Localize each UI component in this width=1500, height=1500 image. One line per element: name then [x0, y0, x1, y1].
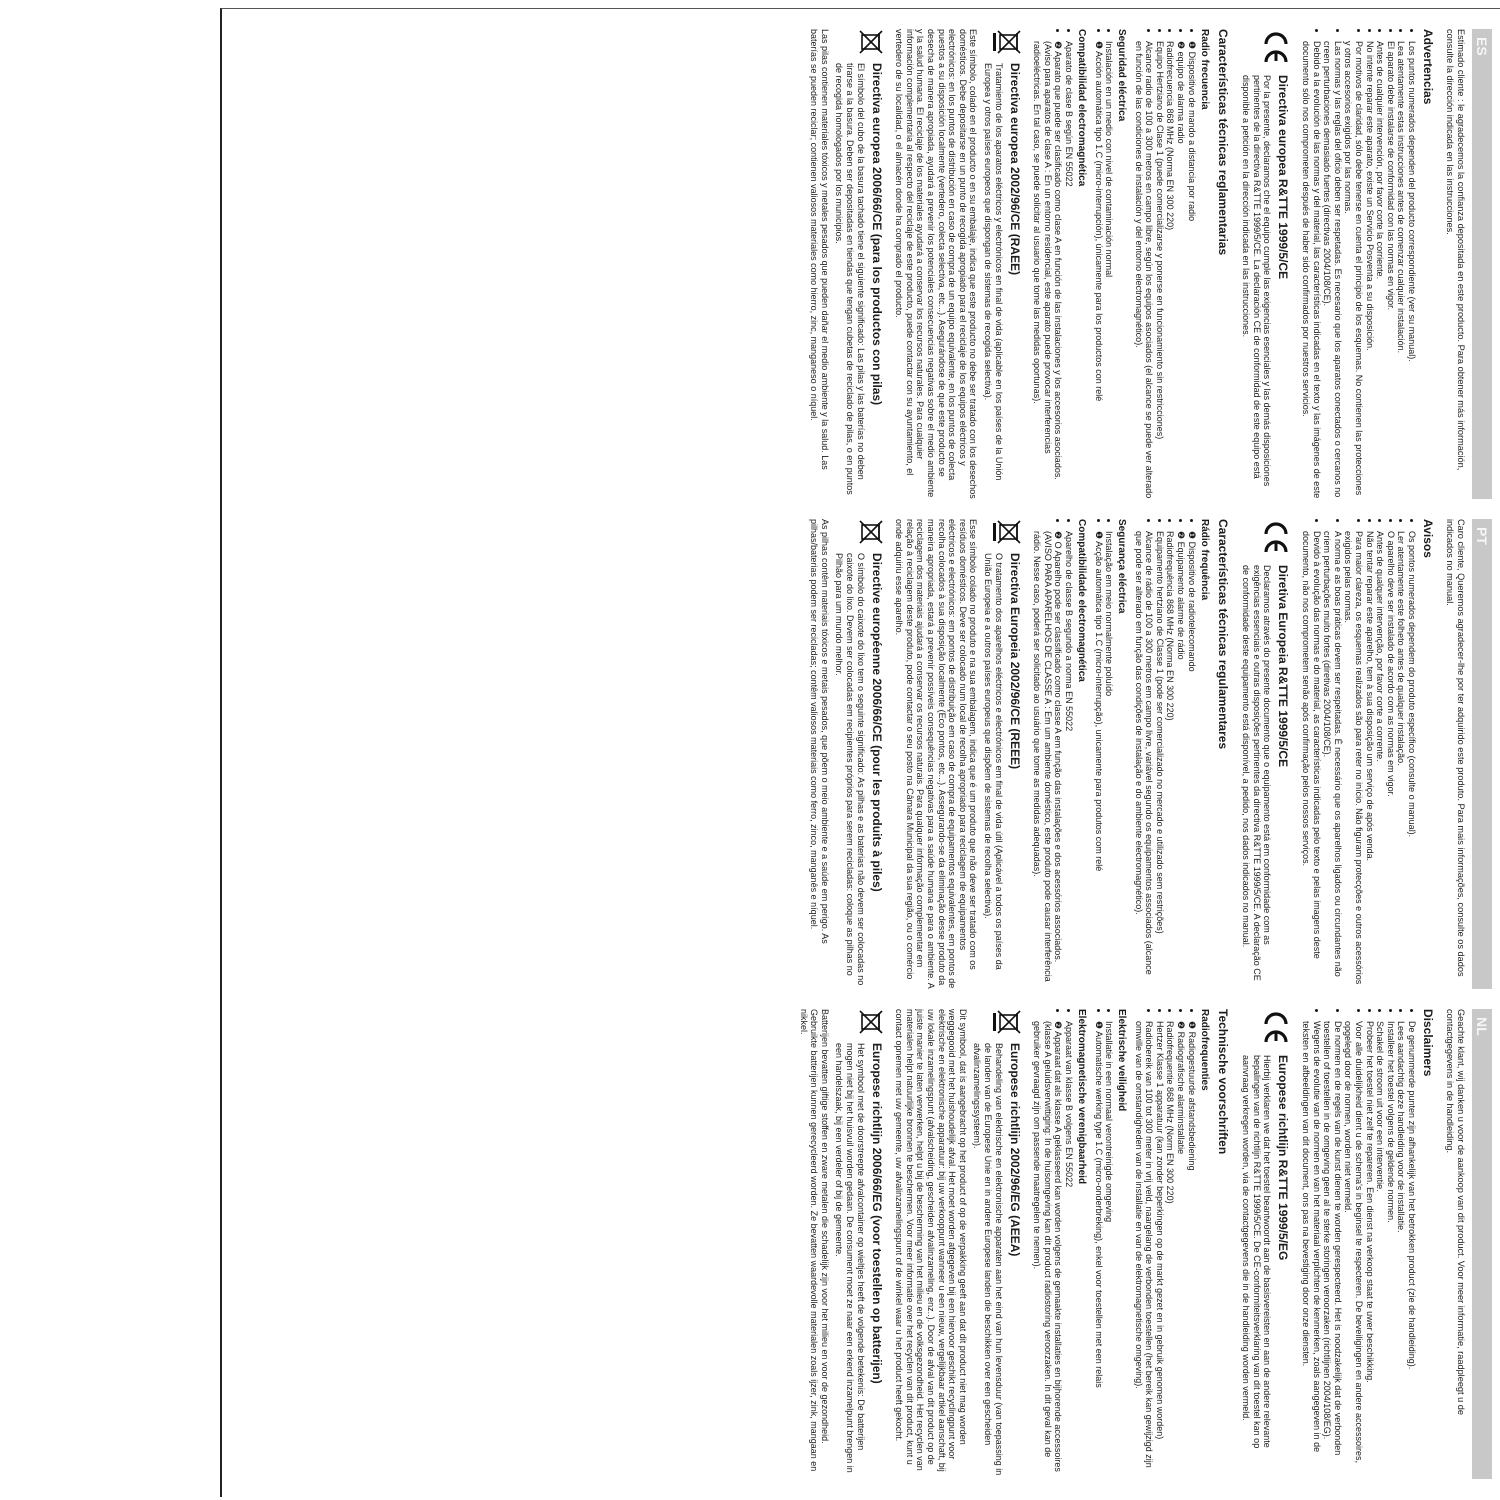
list-item: • Probeer het toestel niet zelf te repareren. Een dienst na verkoop staat te uwer beschikking. — [1364, 1021, 1375, 1479]
tech-title: Technische voorschriften — [1215, 1009, 1230, 1155]
safety-title: Seguridad eléctrica — [1116, 29, 1128, 122]
list-item: • ❶ Dispositivo de radiotelecomando — [1186, 531, 1197, 989]
rtte-title: Diretiva Europeia R&TTE 1999/5/CE — [1276, 565, 1291, 768]
list-item: • ❷ Radiografische alarminstallatie — [1176, 1021, 1187, 1479]
weee-section — [980, 29, 1021, 499]
battery-title: Directive européenne 2006/66/CE (pour les produits à piles) — [869, 553, 884, 892]
weee-section — [970, 1009, 1022, 1479]
list-item: • Apparaat van klasse B volgens EN 55022 — [1063, 1021, 1074, 1479]
list-item: • A norma e as boas práticas devem ser respeitadas. É necessário que os aparelhos ligados ou circundantes não criem perturbações muito fortes (diretivas 2004/108/CE). — [1322, 531, 1343, 989]
rtte-text: Hierbij verklaren we dat het toestel beantwoordt aan de basisvereisten en aan de andere relevante bepalingen van de richtlijn R&TTE 1999/5/CE. De CE-conformiteitsverklaring van dit toestel kan op aanvraag verkregen worden, via de contactgegevens die in de handleiding worden vermeld. — [1241, 1055, 1273, 1449]
battery-text: O símbolo do caixote do lixo tem o seguinte significado: As pilhas e as baterias não devem ser colocadas no caixote do lixo. Devem ser colocadas em recipientes próprios para serem recicladas: coloque as pilhas no Pilhão para um mundo melhor. — [834, 553, 866, 986]
radio-title: Rádio frequência — [1198, 519, 1210, 601]
radio-title: Radiofrequenties — [1198, 1009, 1210, 1091]
list-item: • De genummerde punten zijn afhankelijk van het betrokken product (zie de handleiding). — [1406, 1021, 1417, 1479]
warnings-list — [1300, 29, 1417, 499]
warnings-title: Disclaimers — [1421, 1009, 1435, 1077]
language-bar: NL — [1472, 1009, 1492, 1479]
crossed-bin-icon — [992, 519, 1022, 545]
battery-section — [832, 29, 884, 499]
battery-title: Directiva europea 2006/66/CE (para los productos con pilas) — [869, 63, 884, 406]
list-item: • ❶ Acción automática tipo 1.C (micro-interrupción), únicamente para los productos con relé — [1093, 41, 1104, 499]
list-item: • Para maior clareza, os esquemas realizados são para reter no início. Não figuram protecções e outros acessórios exigidos pelas normas. — [1343, 531, 1364, 989]
list-item: • Antes de cualquier intervención, por favor corte la corriente. — [1375, 41, 1386, 499]
warnings-title: Advertencias — [1421, 29, 1435, 105]
crossed-bin-icon — [992, 29, 1022, 55]
list-item: • Radiofrequentie 868 MHz (Norm EN 300 220) — [1165, 1021, 1176, 1479]
rtte-section — [1239, 1009, 1291, 1479]
list-item: • ❷ equipo de alarma radio — [1176, 41, 1187, 499]
list-item: • Equipo Hertziano de Clase 1 (puede comercializarse y ponerse en funcionamiento sin restricciones) — [1154, 41, 1165, 499]
list-item: • Por motivos de claridad, sólo debe tenerse en cuenta el principio de los esquemas. No contienen las protecciones y otros accesorios exigidos por las normas. — [1343, 41, 1364, 499]
list-item: • Radiofrequência 868 MHz (Norma EN 300 220) — [1165, 531, 1176, 989]
list-item: • Não tentar reparar este aparelho, tem à sua disposição um serviço de após venda. — [1364, 531, 1375, 989]
battery-section — [832, 519, 884, 989]
language-bar: ES — [1472, 29, 1492, 499]
warnings-list — [1300, 519, 1417, 989]
rtte-text: Por la presente, declaramos che el equipo cumple las exigencias esenciales y las demás disposiciones pertinentes de la directiva R&TTE 1999/5/CE. La declaración CE de conformidad de este equipo está disponible a petición en la dirección indicada en las instrucciones. — [1241, 75, 1273, 487]
weee-note: Tratamiento de los aparatos eléctricos y electrónicos en final de vida (aplicable en los países de la Unión Europea y otros países europeos que dispongan de sistemas de recogida selectiva). — [982, 63, 1004, 481]
list-item: • Aparato de clase B según EN 55022 — [1063, 41, 1074, 499]
emc-title: Elektromagnetische verenigbaarheid — [1075, 1009, 1087, 1185]
list-item: • Instalação em meio normalmente poluído — [1104, 531, 1115, 989]
list-item: • Installatie in een normaal verontreinigde omgeving — [1104, 1021, 1115, 1479]
list-item: • Equipamento hertziano de Classe 1 (pode ser comercializado no mercado e utilizado sem restrições) — [1154, 531, 1165, 989]
list-item: • ❷ O Aparelho pode ser classificado como classe A em função das instalações e dos acessórios associados. (AVISO PARA APARELHOS DE CLASSE A : Em um ambiente doméstico, este produto pode causar interferência rádio. Nesse caso, poderá ser solicitado ao usuário que tome as medidas adequadas). — [1032, 531, 1064, 989]
safety-title: Elektrische veiligheid — [1116, 1009, 1128, 1112]
panel-pt — [292, 519, 1492, 989]
safety-list — [1093, 519, 1114, 989]
list-item: • ❶ Acção automática tipo 1.C (micro-interrupção), unicamente para produtos com relé — [1093, 531, 1104, 989]
intro-text: Caro cliente, Queremos agradecer-lhe por ter adquirido este produto. Para mais informações, consulte os dados indicados no manual. — [1445, 519, 1466, 977]
panel-es — [292, 29, 1492, 499]
weee-title: Directiva europea 2002/96/CE (RAEE) — [1007, 63, 1022, 276]
list-item: • Os pontos numerados dependem do produto específico (consulte o manual). — [1406, 531, 1417, 989]
emc-list — [1032, 29, 1074, 499]
list-item: • Voor alle duidelijkheid dient u de schema's in beginsel te respecteren. De beveiligingen en andere accessoires, opgelegd door de normen, worden niet vermeld. — [1343, 1021, 1364, 1479]
battery-text: El símbolo del cubo de la basura tachado tiene el siguiente significado: Las pilas y las baterías no deben tirarse a la basura. Deben ser depositadas en tiendas que tengan cubetas de reciclado de pilas, o en puntos de recogida homologados por los municipios. — [834, 63, 866, 495]
battery-text: Het symbool met de doorstreepte afvalcontainer op wieltjes heeft de volgende betekenis: De batterijen mogen niet bij het huisvuil worden gedaan. De consument moet ze naar een erkend inzamelpunt brengen in een handelszaak, bij een verdeler of bij de gemeente. — [834, 1043, 866, 1473]
crossed-bin-icon — [854, 1009, 884, 1035]
battery-extra: As pilhas contêm materiais tóxicos e metais pesados, que põem o meio ambiente e a saúde em perigo. As pilhas/baterias podem ser recicladas; contêm valiosos materiais como ferro, zinco, manganês e níquel. — [809, 519, 830, 944]
list-item: • Installeer het toestel volgens de geldende normen. — [1385, 1021, 1396, 1479]
list-item: • ❷ Apparaat dat als klasse A geklasseerd kan worden volgens de gemaakte installaties en bijhorende accessoires (klasse A geluidsverwittiging: In de huisomgeving kan dit product radiostoring veroorzaken. In dit geval kan de gebruiker gevraagd zijn om passende maatregelen te nemen). — [1032, 1021, 1064, 1479]
list-item: • ❶ Radiogestuurde afstandsbediening — [1186, 1021, 1197, 1479]
warnings-list — [1300, 1009, 1417, 1479]
weee-title: Europese richtlijn 2002/96/EG (AEEA) — [1007, 1043, 1022, 1257]
list-item: • ❶ Automatische werking type 1.C (micro-onderbreking), enkel voor toestellen met een relais — [1093, 1021, 1104, 1479]
list-item: • Hertzer Klasse 1 apparatuur (kan zonder beperkingen op de markt gezet en in gebruik genomen worden) — [1154, 1021, 1165, 1479]
ce-mark-icon — [1262, 29, 1290, 67]
radio-list — [1133, 519, 1197, 989]
list-item: • El aparato debe instalarse de conformidad con las normas en vigor. — [1385, 41, 1396, 499]
list-item: • O aparelho deve ser instalado de acordo com as normas em vigor. — [1385, 531, 1396, 989]
emc-list — [1032, 519, 1074, 989]
crossed-bin-icon — [992, 1009, 1022, 1035]
weee-text: Dit symbool, dat is aangebracht op het product of op de verpakking geeft aan dat dit product niet mag worden weggegooid met het huishoudelijk afval. Het moet worden afgegeven bij een hiervoor geschikt recyclingpunt voor elektrische en elektronische apparatuur: bij uw verkooppunt wanneer u een nieuw, vergelijkbaar artikel aanschaft, bij uw lokale inzamelingspunt (afvalscheiding, gescheiden afvalinzameling, enz..). Door de afval van dit product op de juiste manier te laten verwerken, helpt u bij de bescherming van het milieu en de volksgezondheid. Het recyclen van materialen helpt natuurlijke bronnen te beschermen. Voor meer informatie over het recyclen van dit product, kunt u contact opnemen met uw gemeente, uw afvalinzamelingspunt of de winkel waar u het product heeft gekocht. — [894, 1009, 968, 1472]
weee-title: Directiva Europeia 2002/96/CE (REEE) — [1007, 553, 1022, 770]
list-item: • Aparelho de classe B segundo a norma EN 55022 — [1063, 531, 1074, 989]
battery-title: Europese richtlijn 2006/66/EG (voor toestellen op batterijen) — [869, 1043, 884, 1384]
list-item: • Las normas y las reglas del oficio deben ser respetadas. Es necesario que los aparatos conectados o cercanos no creen perturbaciones demasiado fuertes (directivas 2004/108/CE). — [1322, 41, 1343, 499]
ce-mark-icon — [1262, 519, 1290, 557]
weee-note: O tratamento dos aparelhos eléctricos e electrónicos em final de vida útil (Aplicável a todos os países da União Europeia e a outros países europeus que dispõem de sistemas de recolha selectiva). — [982, 553, 1004, 970]
list-item: • Lea atentamente estas instrucciones antes de comenzar cualquier instalación. — [1396, 41, 1407, 499]
warnings-title: Avisos — [1421, 519, 1435, 558]
panel-nl — [292, 1009, 1492, 1479]
rtte-section — [1239, 29, 1291, 499]
list-item: • Debido a la evolución de las normas y del material, las características indicadas en el texto y las imágenes de este documento sólo nos comprometen después de haber sido confirmados por nuestros servicios. — [1300, 41, 1321, 499]
list-item: • ❷ Equipamento alarme de rádio — [1176, 531, 1187, 989]
rtte-title: Europese richtlijn R&TTE 1999/5/EG — [1276, 1055, 1291, 1261]
list-item: • Antes de qualquer intervenção, por favor corte a corrente. — [1375, 531, 1386, 989]
list-item: • Instalación en un medio con nivel de contaminación normal — [1104, 41, 1115, 499]
rtte-text: Declaramos através do presente documento que o equipamento está em conformidade com as exigências essenciais e outras disposições pertinentes da directiva R&TTE 1999/5/CE. A declaração CE de conformidade deste equipamento está disponível, a pedido, nos dados indicados no manual. — [1241, 565, 1273, 981]
radio-list — [1133, 1009, 1197, 1479]
document-sheet — [220, 8, 1500, 1497]
emc-title: Compatibilidade electromagnética — [1075, 519, 1087, 682]
rtte-title: Directiva europea R&TTE 1999/5/CE — [1276, 75, 1291, 280]
intro-text: Estimado cliente : le agradecemos la confianza depositada en este producto. Para obtener más información, consulte la dirección indicada en las instrucciones. — [1445, 29, 1466, 471]
tech-title: Características técnicas reglamentarias — [1215, 29, 1230, 256]
emc-list — [1032, 1009, 1074, 1479]
weee-text: Esse símbolo colado no produto e na sua embalagem, indica que é um produto que não deve ser tratado com os resíduos domésticos. Deve ser colocado num local de recolha apropriado para reciclagem de equipamentos eléctricos e electrónicos: em pontos de distribuição em caso de compra de equipamentos equivalentes, em pontos de recolha colocados à sua disposição localmente (Eco pontos, etc...). Assegurando-se da eliminação desse produto da maneira apropriada, estará a prevenir possíveis consequências negativas para a saúde humana e para o ambiente. A reciclagem dos materiais ajudará a conservar os recursos naturais. Para qualquer informação complementar em relação à reciclagem deste produto, pode contactar o seu posto na Câmara Municipal da sua região, ou o comércio onde adquiriu esse aparelho. — [894, 519, 979, 989]
crossed-bin-icon — [854, 29, 884, 55]
emc-title: Compatibilidad electromagnética — [1075, 29, 1087, 187]
list-item: • Wegens de evolutie van de normen en van het materiaal verplichten de kenmerken, zoals aangegeven in de teksten en afbeeldingen van dit document, ons pas na bevestiging door onze diensten. — [1300, 1021, 1321, 1479]
list-item: • Los puntos numerados dependen del producto correspondiente (ver su manual). — [1406, 41, 1417, 499]
safety-list — [1093, 1009, 1114, 1479]
crossed-bin-icon — [854, 519, 884, 545]
battery-section — [832, 1009, 884, 1479]
language-bar: PT — [1472, 519, 1492, 989]
list-item: • Alcance de rádio de 100 a 300 metros em campo livre, variável segundo os equipamentos associados (alcance que pode ser alterado em função das condições de instalação e do ambiente electromagnético). — [1133, 531, 1154, 989]
ce-mark-icon — [1262, 1009, 1290, 1047]
intro-text: Geachte klant, wij danken u voor de aankoop van dit product. Voor meer informatie, raadpleegt u de contactgegevens in de handleiding. — [1445, 1009, 1466, 1416]
tech-title: Características técnicas regulamentares — [1215, 519, 1230, 750]
list-item: • ❶ Dispositivo de mando a distancia por radio — [1186, 41, 1197, 499]
list-item: • No intente reparar este aparato, existe un Servicio Posventa a su disposición. — [1364, 41, 1375, 499]
list-item: • Radiobereik van 100 tot 300 meter in vrij veld, naargelang de verbonden toestellen (het bereik kan gewijzigd zijn omwille van de omstandigheden van de installatie en van de elektromagnetische omgeving). — [1133, 1021, 1154, 1479]
weee-note: Behandeling van elektrische en elektronische apparaten aan het eind van hun levensduur (van toepassing in de landen van de Europese Unie en in andere Europese landen die beschikken over een gescheiden afvalinzamelingssysteem). — [972, 1043, 1004, 1476]
safety-title: Segurança eléctrica — [1116, 519, 1128, 614]
list-item: • Radiofrecuencia 868 MHz (Norma EN 300 220) — [1165, 41, 1176, 499]
list-item: • ❷ Aparato que puede ser clasificado como clase A en función de las instalaciones y los accesorios asociados. (Aviso para aparatos de clase A : En un entorno residencial, este aparato puede provocar interferencias radioeléctricas. En tal caso, se puede solicitar al usuario que tome las medidas oportunas). — [1032, 41, 1064, 499]
radio-list — [1133, 29, 1197, 499]
battery-extra: Las pilas contienen materiales tóxicos y metales pesados que pueden dañar el medio ambiente y la salud. Las baterías se pueden reciclar; contienen valiosos materiales como hierro, zinc, manganeso o níquel. — [809, 29, 830, 470]
list-item: • Ler atentamente este folheto antes de qualquer instalação. — [1396, 531, 1407, 989]
list-item: • Lees aandachtig deze handleiding voor de installatie. — [1396, 1021, 1407, 1479]
list-item: • Alcance radio de 100 a 300 metros en campo libre, según los equipos asociados (el alcance se puede ver alterado en función de las condiciones de instalación y del entorno electromagnético). — [1133, 41, 1154, 499]
rotated-content — [222, 9, 1500, 1497]
radio-title: Radio frecuencia — [1198, 29, 1210, 110]
list-item: • De normen en de regels van de kunst dienen te worden gerespecteerd. Het is noodzakelijk dat de verbonden toestellen of toestellen in de omgeving geen al te sterke storingen veroorzaken (richtlijnen 2004/108/EG). — [1322, 1021, 1343, 1479]
rtte-section — [1239, 519, 1291, 989]
weee-section — [980, 519, 1021, 989]
safety-list — [1093, 29, 1114, 499]
list-item: • Schakel de stroom uit voor een interventie. — [1375, 1021, 1386, 1479]
battery-extra: Batterijen bevatten giftige stoffen en zware metalen die schadelijk zijn voor het milieu en voor de gezondheid. Gebruikte batterijen kunnen gerecycleerd worden. Ze bevatten waardevolle materialen zoals ijzer, zink, mangaan en nikkel. — [798, 1009, 830, 1472]
weee-text: Este símbolo, colado en el producto o en su embalaje, indica que este producto no debe ser tratado con los desechos domésticos. Debe depositarse en un punto de recogida apropiado para el reciclaje de los equipos eléctricos y electrónicos: en los puntos de distribución en caso de compra de un equipo equivalente, en los puntos de colecta puestos a su disposición localmente (vertedero, colecta selectiva, etc...). Asegurándose de que este producto se desecha de manera apropiada, ayudará a prevenir los potenciales consecuencias negativas sobre el medio ambiente y la salud humana. El reciclaje de los materiales ayudará a conservar los recursos naturales. Para cualquier información complementaria al respecto del reciclaje de este producto, puede contactar con su ayuntamiento, el vertedero de su localidad, o el almacén donde ha comprado el producto. — [894, 29, 979, 499]
list-item: • Devido à evolução das normas e do material, as características indicadas pelo texto e pelas imagens deste documento, não nos comprometem senão após confirmação pelos nossos serviços. — [1300, 531, 1321, 989]
